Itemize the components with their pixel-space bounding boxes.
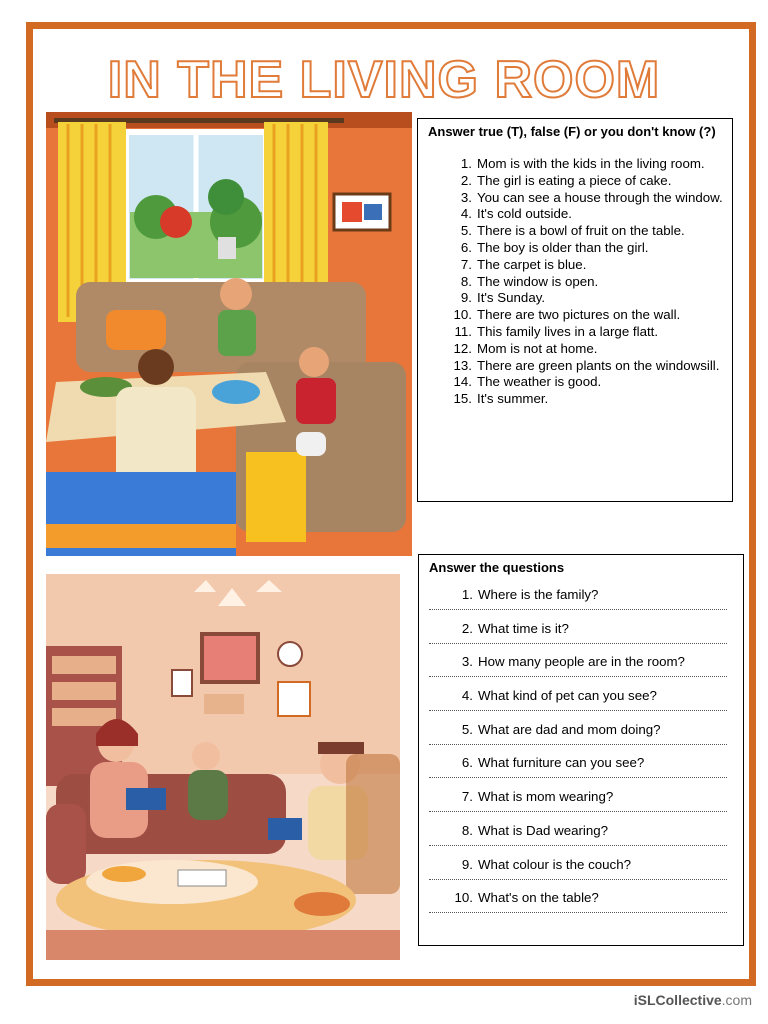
list-item: 12. Mom is not at home. (453, 340, 598, 356)
question-item: 7. What is mom wearing? (429, 788, 735, 822)
answer-line[interactable] (429, 709, 727, 711)
answer-line[interactable] (429, 743, 727, 745)
question-item: 2. What time is it? (429, 620, 735, 654)
answer-line[interactable] (429, 776, 727, 778)
question-item: 8. What is Dad wearing? (429, 822, 735, 856)
site-watermark: iSLCollective.com (633, 992, 752, 1008)
living-room-illustration-1 (46, 112, 412, 556)
answer-line[interactable] (429, 878, 727, 880)
answer-line[interactable] (429, 675, 727, 677)
list-item: 15. It's summer. (453, 391, 549, 407)
list-item: 7. The carpet is blue. (460, 256, 587, 272)
question-item: 5. What are dad and mom doing? (429, 721, 735, 755)
answer-line[interactable] (429, 608, 727, 610)
true-false-list (428, 156, 724, 408)
list-item: 3. You can see a house through the window. (460, 189, 723, 205)
question-item: 6. What furniture can you see? (429, 754, 735, 788)
answer-line[interactable] (429, 911, 727, 913)
list-item: 8. The window is open. (460, 273, 599, 289)
list-item: 14. The weather is good. (453, 374, 602, 390)
page-title: IN THE LIVING ROOM (107, 51, 661, 109)
question-item: 9. What colour is the couch? (429, 856, 735, 890)
list-item: 5. There is a bowl of fruit on the table. (460, 223, 685, 239)
list-item: 6. The boy is older than the girl. (460, 239, 649, 255)
list-item: 1. Mom is with the kids in the living room. (460, 156, 705, 171)
answer-line[interactable] (429, 642, 727, 644)
living-room-illustration-2 (46, 574, 400, 960)
list-item: 13. There are green plants on the windowsill. (453, 357, 720, 373)
question-item: 3. How many people are in the room? (429, 653, 735, 687)
questions-section (418, 554, 744, 946)
question-item: 10. What's on the table? (429, 889, 735, 923)
true-false-heading: Answer true (T), false (F) or you don't know (?) (428, 124, 716, 139)
list-item: 9. It's Sunday. (460, 290, 546, 306)
question-item: 1. Where is the family? (429, 586, 735, 620)
list-item: 2. The girl is eating a piece of cake. (460, 172, 672, 188)
questions-list (429, 586, 735, 923)
answer-line[interactable] (429, 844, 727, 846)
list-item: 10. There are two pictures on the wall. (453, 307, 681, 323)
list-item: 11. This family lives in a large flatt. (454, 323, 659, 339)
answer-line[interactable] (429, 810, 727, 812)
list-item: 4. It's cold outside. (460, 206, 572, 222)
true-false-section (417, 118, 733, 502)
question-item: 4. What kind of pet can you see? (429, 687, 735, 721)
questions-heading: Answer the questions (429, 560, 565, 575)
